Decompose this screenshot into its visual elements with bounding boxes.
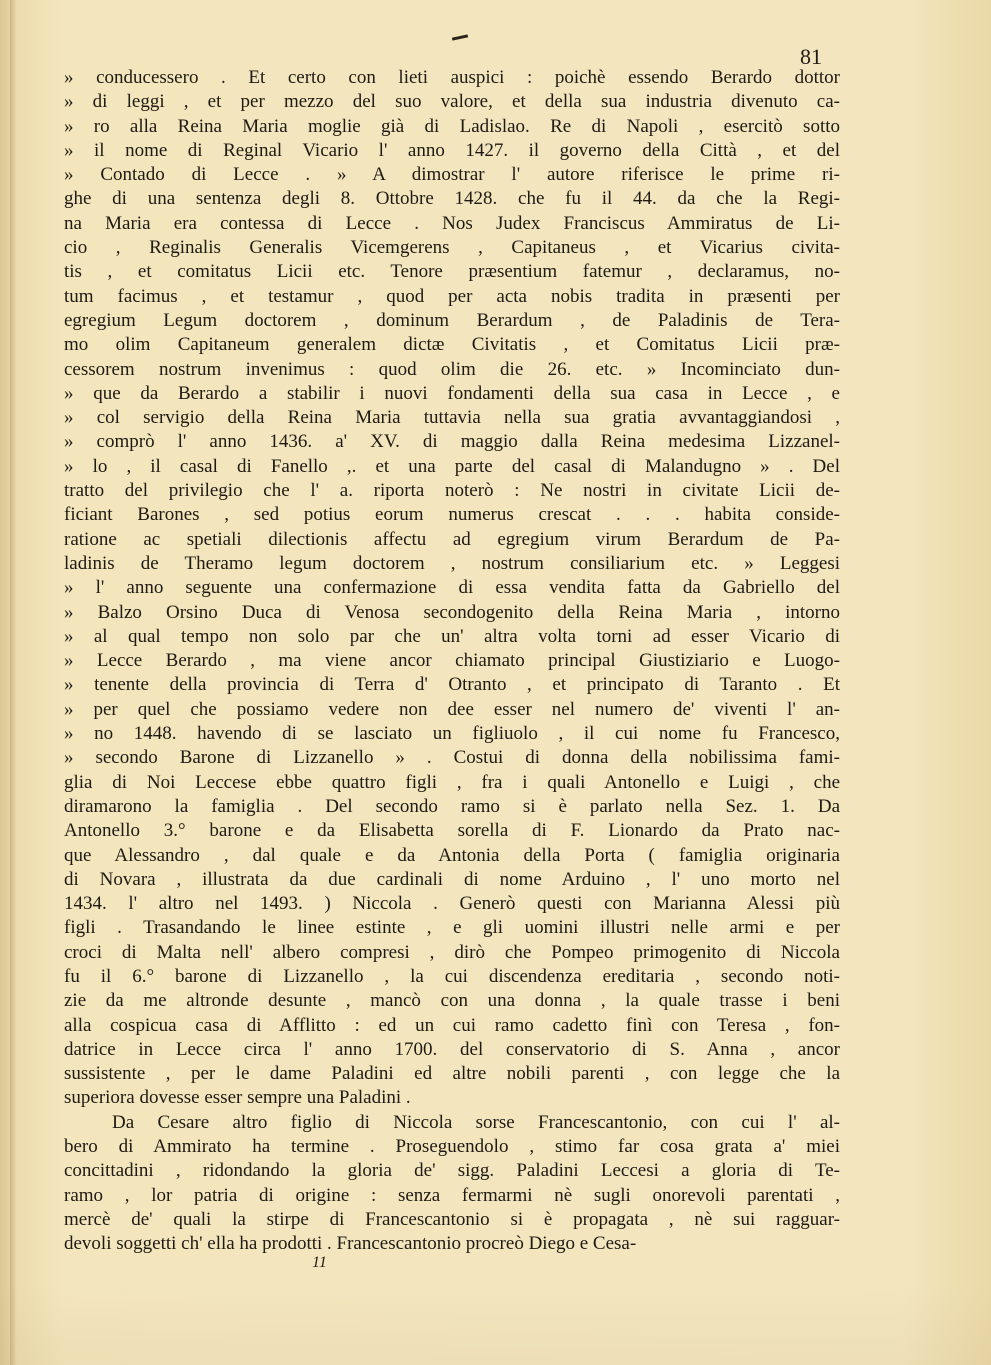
text-line: Antonello 3.° barone e da Elisabetta sorella di F. Lionardo da Prato nac- bbox=[64, 820, 840, 842]
text-line: ladinis de Theramo legum doctorem , nostrum consiliarium etc. » Leggesi bbox=[64, 552, 840, 574]
text-line: Da Cesare altro figlio di Niccola sorse Francescantonio, con cui l' al- bbox=[112, 1111, 840, 1133]
body-text bbox=[64, 66, 840, 1257]
text-line: devoli soggetti ch' ella ha prodotti . Francescantonio procreò Diego e Cesa- bbox=[64, 1233, 637, 1255]
ink-mark bbox=[452, 34, 468, 40]
text-line: » Balzo Orsino Duca di Venosa secondogenito della Reina Maria , intorno bbox=[64, 601, 840, 623]
text-line: » per quel che possiamo vedere non dee esser nel numero de' viventi l' an- bbox=[64, 698, 840, 720]
text-line: mercè de' quali la stirpe di Francescantonio si è propagata , nè sui ragguar- bbox=[64, 1208, 840, 1230]
text-line: » no 1448. havendo di se lasciato un figliuolo , il cui nome fu Francesco, bbox=[64, 723, 840, 745]
text-line: » Lecce Berardo , ma viene ancor chiamato principal Giustiziario e Luogo- bbox=[64, 650, 840, 672]
text-line: glia di Noi Leccese ebbe quattro figli , fra i quali Antonello e Luigi , che bbox=[64, 771, 840, 793]
text-line: » lo , il casal di Fanello ,. et una parte del casal di Malandugno » . Del bbox=[64, 455, 840, 477]
text-line: » tenente della provincia di Terra d' Otranto , et principato di Taranto . Et bbox=[64, 674, 840, 696]
text-line: » col servigio della Reina Maria tuttavia nella sua gratia avvantaggiandosi , bbox=[64, 407, 840, 429]
text-line: diramarono la famiglia . Del secondo ramo si è parlato nella Sez. 1. Da bbox=[64, 795, 840, 817]
text-line: mo olim Capitaneum generalem dictæ Civitatis , et Comitatus Licii præ- bbox=[64, 334, 840, 356]
text-line: egregium Legum doctorem , dominum Berardum , de Paladinis de Tera- bbox=[64, 309, 840, 331]
text-line: » comprò l' anno 1436. a' XV. di maggio dalla Reina medesima Lizzanel- bbox=[64, 431, 840, 453]
text-line: di Novara , illustrata da due cardinali di nome Arduino , l' uno morto nel bbox=[64, 868, 840, 890]
text-line: » al qual tempo non solo par che un' altra volta torni ad esser Vicario di bbox=[64, 625, 840, 647]
page-binding-shadow bbox=[10, 0, 16, 1365]
text-line: figli . Trasandando le linee estinte , e gli uomini illustri nelle armi e per bbox=[64, 917, 840, 939]
text-line: croci di Malta nell' albero compresi , dirò che Pompeo primogenito di Niccola bbox=[64, 941, 840, 963]
text-line: cessorem nostrum invenimus : quod olim die 26. etc. » Incominciato dun- bbox=[64, 358, 840, 380]
text-line: que Alessandro , dal quale e da Antonia della Porta ( famiglia originaria bbox=[64, 844, 840, 866]
text-line: fu il 6.° barone di Lizzanello , la cui discendenza ereditaria , secondo noti- bbox=[64, 965, 840, 987]
text-line: » Contado di Lecce . » A dimostrar l' autore riferisce le prime ri- bbox=[64, 164, 840, 186]
text-line: ramo , lor patria di origine : senza fermarmi nè sugli onorevoli parentati , bbox=[64, 1184, 840, 1206]
text-line: sussistente , per le dame Paladini ed altre nobili parenti , con legge che la bbox=[64, 1063, 840, 1085]
text-line: na Maria era contessa di Lecce . Nos Judex Franciscus Ammiratus de Li- bbox=[64, 212, 840, 234]
text-line: tum facimus , et testamur , quod per acta nobis tradita in præsenti per bbox=[64, 285, 840, 307]
text-line: cio , Reginalis Generalis Vicemgerens , Capitaneus , et Vicarius civita- bbox=[64, 237, 840, 259]
page-number: 81 bbox=[800, 44, 822, 69]
text-line: ghe di una sentenza degli 8. Ottobre 1428. che fu il 44. da che la Regi- bbox=[64, 188, 840, 210]
page-aging bbox=[0, 1285, 991, 1365]
text-line: datrice in Lecce circa l' anno 1700. del conservatorio di S. Anna , ancor bbox=[64, 1038, 840, 1060]
text-line: tratto del privilegio che l' a. riporta noterò : Ne nostri in civitate Licii de- bbox=[64, 480, 840, 502]
text-line: bero di Ammirato ha termine . Proseguendolo , stimo far cosa grata a' miei bbox=[64, 1136, 840, 1158]
text-line: concittadini , ridondando la gloria de' sigg. Paladini Leccesi a gloria di Te- bbox=[64, 1160, 840, 1182]
text-line: » l' anno seguente una confermazione di essa vendita fatta da Gabriello del bbox=[64, 577, 840, 599]
text-line: » secondo Barone di Lizzanello » . Costui di donna della nobilissima fami- bbox=[64, 747, 840, 769]
text-line: zie da me altronde desunte , mancò con una donna , la quale trasse i beni bbox=[64, 990, 840, 1012]
text-line: alla cospicua casa di Afflitto : ed un cui ramo cadetto finì con Teresa , fon- bbox=[64, 1014, 840, 1036]
signature-mark: 11 bbox=[312, 1254, 327, 1271]
text-line: ficiant Barones , sed potius eorum numerus crescat . . . habita conside- bbox=[64, 504, 840, 526]
text-line: tis , et comitatus Licii etc. Tenore præsentium fatemur , declaramus, no- bbox=[64, 261, 840, 283]
text-line: » il nome di Reginal Vicario l' anno 1427. il governo della Città , et del bbox=[64, 139, 840, 161]
text-line: » que da Berardo a stabilir i nuovi fondamenti della sua casa in Lecce , e bbox=[64, 382, 840, 404]
text-line: superiora dovesse esser sempre una Paladini . bbox=[64, 1087, 411, 1109]
text-line: ratione ac spetiali dilectionis affectu ad egregium virum Berardum de Pa- bbox=[64, 528, 840, 550]
text-line: » conducessero . Et certo con lieti auspici : poichè essendo Berardo dottor bbox=[64, 67, 840, 88]
text-line: » di leggi , et per mezzo del suo valore, et della sua industria divenuto ca- bbox=[64, 91, 840, 113]
text-line: 1434. l' altro nel 1493. ) Niccola . Generò questi con Marianna Alessi più bbox=[64, 893, 840, 915]
text-line: » ro alla Reina Maria moglie già di Ladislao. Re di Napoli , esercitò sotto bbox=[64, 115, 840, 137]
